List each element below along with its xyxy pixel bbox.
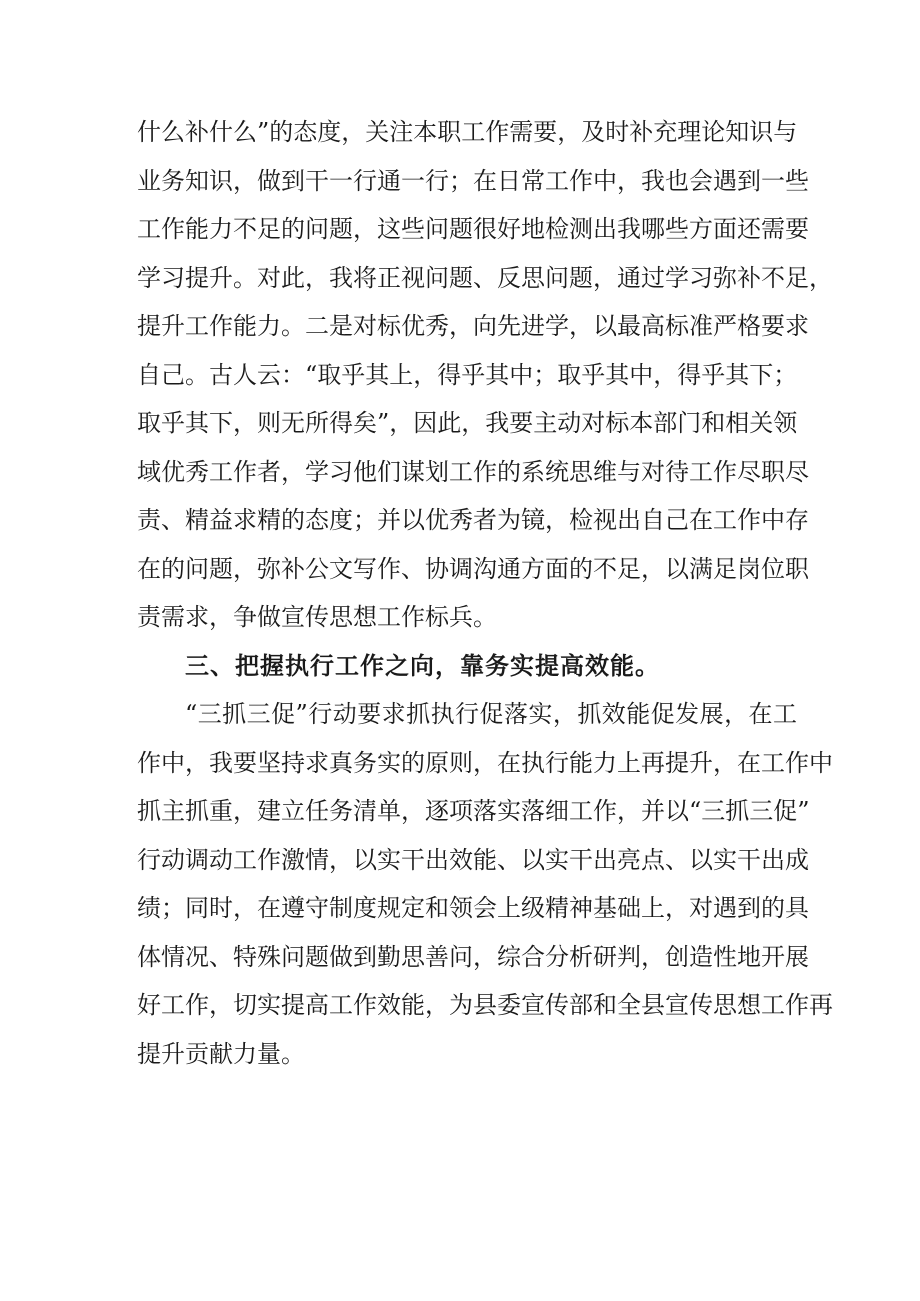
text-line: 作中，我要坚持求真务实的原则，在执行能力上再提升，在工作中	[137, 748, 833, 777]
text-line: 抓主抓重，建立任务清单，逐项落实落细工作，并以“三抓三促”	[137, 797, 810, 825]
text-line: 责需求，争做宣传思想工作标兵。	[137, 603, 497, 631]
text-line: 责、精益求精的态度；并以优秀者为镜，检视出自己在工作中存	[137, 506, 809, 534]
paragraph-continued	[137, 108, 833, 642]
text-line: 域优秀工作者，学习他们谋划工作的系统思维与对待工作尽职尽	[137, 457, 809, 486]
text-line: 业务知识，做到干一行通一行；在日常工作中，我也会遇到一些	[137, 166, 809, 195]
text-line: 提升工作能力。二是对标优秀，向先进学，以最高标准严格要求	[137, 312, 809, 340]
text-line: 行动调动工作激情，以实干出效能、以实干出亮点、以实干出成	[137, 845, 809, 874]
document-body	[137, 108, 833, 1078]
text-line: 什么补什么”的态度，关注本职工作需要，及时补充理论知识与	[137, 118, 798, 146]
text-line: 自己。古人云：“取乎其上，得乎其中；取乎其中，得乎其下；	[137, 360, 798, 389]
text-line: “三抓三促”行动要求抓执行促落实，抓效能促发展，在工	[185, 700, 797, 728]
text-line: 提升贡献力量。	[137, 1039, 305, 1068]
text-line: 工作能力不足的问题，这些问题很好地检测出我哪些方面还需要	[137, 215, 809, 243]
text-line: 绩；同时，在遵守制度规定和领会上级精神基础上，对遇到的具	[137, 894, 809, 922]
text-line: 好工作，切实提高工作效能，为县委宣传部和全县宣传思想工作再	[137, 991, 833, 1019]
text-line: 体情况、特殊问题做到勤思善问，综合分析研判，创造性地开展	[137, 942, 809, 971]
text-line: 取乎其下，则无所得矣”，因此，我要主动对标本部门和相关领	[137, 409, 798, 437]
section-heading: 三、把握执行工作之向，靠务实提高效能。	[185, 651, 660, 680]
text-line: 在的问题，弥补公文写作、协调沟通方面的不足，以满足岗位职	[137, 554, 809, 583]
text-line: 学习提升。对此，我将正视问题、反思问题，通过学习弥补不足，	[137, 263, 833, 292]
paragraph-section-3	[137, 690, 833, 1078]
